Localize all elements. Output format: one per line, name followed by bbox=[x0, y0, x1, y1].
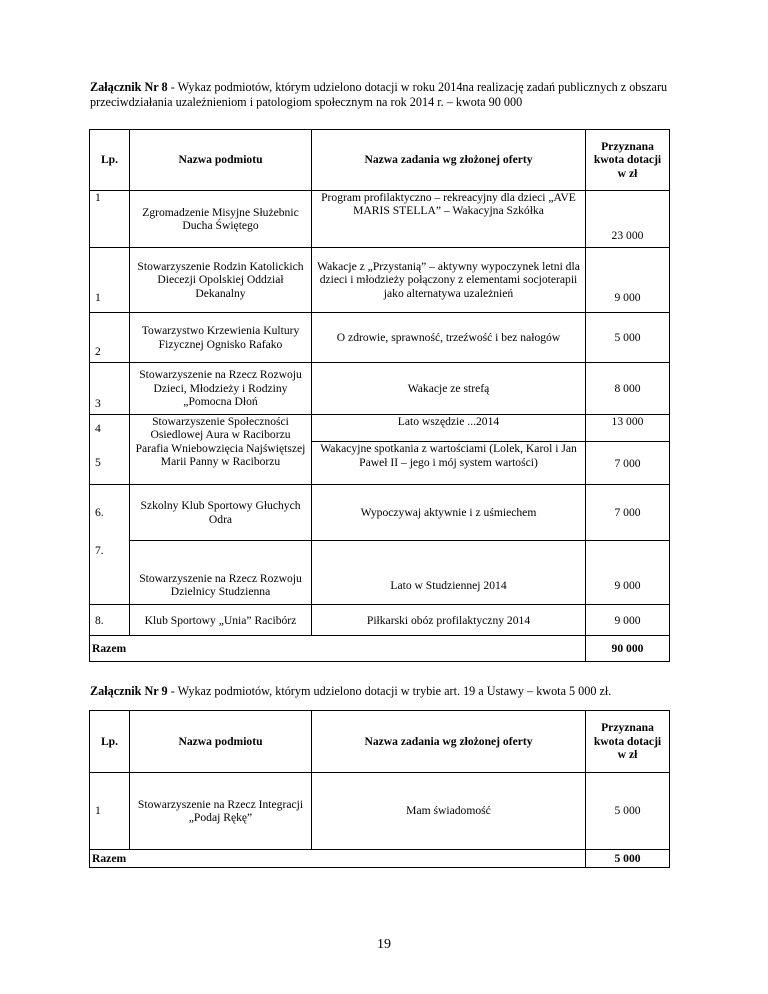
row-entity: Stowarzyszenie na Rzecz Rozwoju Dzieci, Młodzieży i Rodziny „Pomocna Dłoń bbox=[130, 363, 312, 415]
row-lp: 2 bbox=[90, 313, 130, 363]
row-lp: 5 bbox=[90, 442, 130, 485]
row-amount: 9 000 bbox=[586, 605, 670, 636]
row-task: Wakacje z „Przystanią” – aktywny wypoczynek letni dla dzieci i młodzieży połączony z elementami socjoterapii jako alternatywa uzależnień bbox=[312, 248, 586, 313]
table-row bbox=[90, 363, 670, 415]
row-entity: Stowarzyszenie Rodzin Katolickich Diecezji Opolskiej Oddział Dekanalny bbox=[130, 248, 312, 313]
table-total-row bbox=[90, 636, 670, 662]
annex9-table bbox=[89, 710, 670, 868]
row-entity: Stowarzyszenie na Rzecz Rozwoju Dzielnicy Studzienna bbox=[130, 541, 312, 605]
row-lp: 4 bbox=[90, 415, 130, 442]
row-task: Wakacyjne spotkania z wartościami (Lolek, Karol i Jan Paweł II – jego i mój system wartości) bbox=[312, 442, 586, 485]
row-amount: 9 000 bbox=[586, 248, 670, 313]
row-lp: 1 bbox=[90, 773, 130, 850]
row-lp: 1 bbox=[90, 248, 130, 313]
annex9-title-text: - Wykaz podmiotów, którym udzielono dotacji w trybie art. 19 a Ustawy – kwota 5 000 zł. bbox=[167, 684, 612, 698]
annex9-title-bold: Załącznik Nr 9 bbox=[90, 684, 168, 698]
table-total-row bbox=[90, 850, 670, 868]
total-label: Razem bbox=[90, 636, 586, 662]
row-entity: Towarzystwo Krzewienia Kultury Fizycznej Ognisko Rafako bbox=[130, 313, 312, 363]
table-header-row bbox=[90, 711, 670, 773]
row-amount: 9 000 bbox=[586, 541, 670, 605]
header-entity: Nazwa podmiotu bbox=[130, 130, 312, 191]
table-row bbox=[90, 773, 670, 850]
table-row bbox=[90, 605, 670, 636]
row-entity: Stowarzyszenie Społeczności Osiedlowej Aura w Raciborzu bbox=[130, 415, 312, 442]
row-task: Lato w Studziennej 2014 bbox=[312, 541, 586, 605]
table-row bbox=[90, 541, 670, 605]
row-amount: 13 000 bbox=[586, 415, 670, 442]
row-amount: 7 000 bbox=[586, 485, 670, 541]
row-entity: Zgromadzenie Misyjne Służebnic Ducha Świętego bbox=[130, 191, 312, 248]
table-header-row bbox=[90, 130, 670, 191]
row-amount: 5 000 bbox=[586, 773, 670, 850]
row-entity: Szkolny Klub Sportowy Głuchych Odra bbox=[130, 485, 312, 541]
row-task: Mam świadomość bbox=[312, 773, 586, 850]
annex8-table bbox=[89, 129, 670, 662]
row-task: Program profilaktyczno – rekreacyjny dla dzieci „AVE MARIS STELLA” – Wakacyjna Szkółka bbox=[312, 191, 586, 248]
annex8-title-text: - Wykaz podmiotów, którym udzielono dotacji w roku 2014na realizację zadań publicznych z obszaru przeciwdziałania uzależnieniom i patologiom społecznym na rok 2014 r. – kwota 90 000 bbox=[90, 80, 668, 109]
header-lp: Lp. bbox=[90, 711, 130, 773]
row-lp: 6. bbox=[90, 485, 130, 541]
row-amount: 23 000 bbox=[586, 191, 670, 248]
table-row bbox=[90, 248, 670, 313]
annex8-title-bold: Załącznik Nr 8 bbox=[90, 80, 168, 94]
table-row bbox=[90, 485, 670, 541]
total-value: 5 000 bbox=[586, 850, 670, 868]
row-amount: 5 000 bbox=[586, 313, 670, 363]
header-lp: Lp. bbox=[90, 130, 130, 191]
row-lp: 3 bbox=[90, 363, 130, 415]
row-task: Wakacje ze strefą bbox=[312, 363, 586, 415]
row-task: Lato wszędzie ...2014 bbox=[312, 415, 586, 442]
header-amount: Przyznana kwota dotacji w zł bbox=[586, 711, 670, 773]
row-lp: 7. bbox=[90, 541, 130, 605]
table-row bbox=[90, 415, 670, 442]
header-amount: Przyznana kwota dotacji w zł bbox=[586, 130, 670, 191]
row-lp: 1 bbox=[90, 191, 130, 248]
row-task: Wypoczywaj aktywnie i z uśmiechem bbox=[312, 485, 586, 541]
total-value: 90 000 bbox=[586, 636, 670, 662]
row-entity: Stowarzyszenie na Rzecz Integracji „Podaj Rękę” bbox=[130, 773, 312, 850]
row-amount: 8 000 bbox=[586, 363, 670, 415]
row-task: Piłkarski obóz profilaktyczny 2014 bbox=[312, 605, 586, 636]
table-row bbox=[90, 442, 670, 485]
header-entity: Nazwa podmiotu bbox=[130, 711, 312, 773]
row-lp: 8. bbox=[90, 605, 130, 636]
header-task: Nazwa zadania wg złożonej oferty bbox=[312, 130, 586, 191]
annex9-heading bbox=[90, 684, 690, 699]
table-row bbox=[90, 313, 670, 363]
total-label: Razem bbox=[90, 850, 586, 868]
annex8-heading bbox=[90, 80, 690, 110]
row-task: O zdrowie, sprawność, trzeźwość i bez nałogów bbox=[312, 313, 586, 363]
page-number: 19 bbox=[377, 937, 391, 952]
header-task: Nazwa zadania wg złożonej oferty bbox=[312, 711, 586, 773]
row-entity: Parafia Wniebowzięcia Najświętszej Marii Panny w Raciborzu bbox=[130, 442, 312, 485]
row-amount: 7 000 bbox=[586, 442, 670, 485]
table-row bbox=[90, 191, 670, 248]
row-entity: Klub Sportowy „Unia” Racibórz bbox=[130, 605, 312, 636]
